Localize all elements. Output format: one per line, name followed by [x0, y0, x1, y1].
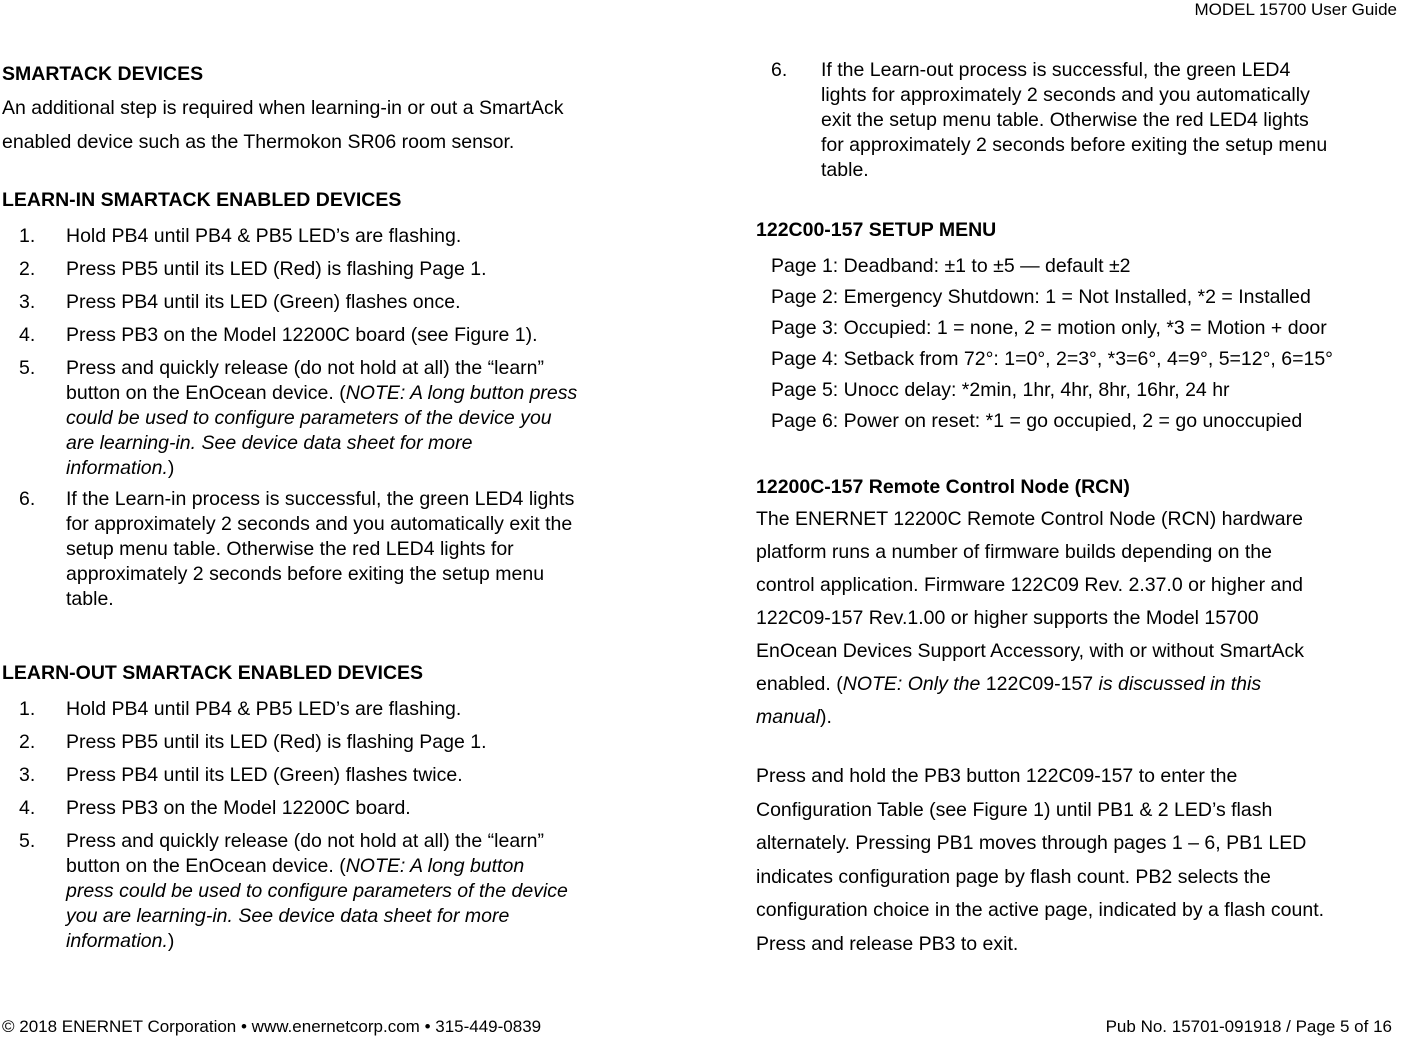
pb3-paragraph: Press and hold the PB3 button 122C09-157 to enter the Configuration Table (see Figure 1) until PB1 & 2 LED’s flash alternately. Pressing PB1 moves through pages 1 – 6, PB1 LED indicates configuration page by flash count. PB2 selects the configuration choice in the active page, indicated by a flash count. Press and release PB3 to exit.	[756, 765, 1325, 955]
list-item: 3. Press PB4 until its LED (Green) flashes once.	[19, 291, 461, 313]
list-item: 5. Press and quickly release (do not hold at all) the “learn” button on the EnOcean device. (NOTE: A long button press could be used to configure parameters of the device you are learning-in. See device data sheet for more information.)	[19, 357, 578, 479]
smartack-intro	[2, 91, 682, 159]
setup-page-line: Page 4: Setback from 72°: 1=0°, 2=3°, *3=6°, 4=9°, 5=12°, 6=15°	[771, 348, 1333, 370]
footer-copyright: © 2018 ENERNET Corporation • www.enernetcorp.com • 315-449-0839	[2, 1017, 542, 1036]
learn-out-list	[19, 697, 669, 960]
footer-page-number: Pub No. 15701-091918 / Page 5 of 16	[1105, 1017, 1392, 1036]
smartack-intro-line: An additional step is required when learning-in or out a SmartAck	[2, 97, 564, 119]
list-item: 4. Press PB3 on the Model 12200C board (see Figure 1).	[19, 324, 538, 346]
list-item: 1. Hold PB4 until PB4 & PB5 LED’s are flashing.	[19, 698, 462, 720]
rcn-paragraph: The ENERNET 12200C Remote Control Node (RCN) hardware platform runs a number of firmware builds depending on the control application. Firmware 122C09 Rev. 2.37.0 or higher and 122C09-157 Rev.1.00 or higher supports the Model 15700 EnOcean Devices Support Accessory, with or without SmartAck enabled. (NOTE: Only the 122C09-157 is discussed in this manual).	[756, 508, 1305, 728]
smartack-heading: SMARTACK DEVICES	[2, 63, 204, 85]
rcn-heading: 12200C-157 Remote Control Node (RCN)	[756, 476, 1130, 498]
setup-menu-heading: 122C00-157 SETUP MENU	[756, 219, 997, 241]
list-item: 1. Hold PB4 until PB4 & PB5 LED’s are flashing.	[19, 225, 462, 247]
smartack-intro-line: enabled device such as the Thermokon SR06 room sensor.	[2, 131, 515, 153]
learn-out-item-6	[771, 58, 1406, 183]
setup-page-line: Page 5: Unocc delay: *2min, 1hr, 4hr, 8hr, 16hr, 24 hr	[771, 379, 1230, 401]
list-item: 4. Press PB3 on the Model 12200C board.	[19, 797, 411, 819]
running-header: MODEL 15700 User Guide	[1194, 0, 1397, 19]
setup-page-line: Page 2: Emergency Shutdown: 1 = Not Installed, *2 = Installed	[771, 286, 1311, 308]
setup-page-line: Page 6: Power on reset: *1 = go occupied, 2 = go unoccupied	[771, 410, 1303, 432]
setup-menu-pages	[771, 251, 1409, 437]
list-item: 6. If the Learn-in process is successful, the green LED4 lights for approximately 2 seconds and you automatically exit the setup menu table. Otherwise the red LED4 lights for approximately 2 seconds before exiting the setup menu table.	[19, 488, 575, 610]
list-item: 3. Press PB4 until its LED (Green) flashes twice.	[19, 764, 463, 786]
learn-out-heading: LEARN-OUT SMARTACK ENABLED DEVICES	[2, 662, 424, 684]
setup-page-line: Page 3: Occupied: 1 = none, 2 = motion only, *3 = Motion + door	[771, 317, 1327, 339]
learn-in-list	[19, 224, 669, 612]
list-item: 6. If the Learn-out process is successful, the green LED4 lights for approximately 2 seconds and you automatically exit the setup menu table. Otherwise the red LED4 lights for approximately 2 seconds before exiting the setup menu table.	[771, 59, 1328, 181]
setup-page-line: Page 1: Deadband: ±1 to ±5 — default ±2	[771, 255, 1131, 277]
list-item: 2. Press PB5 until its LED (Red) is flashing Page 1.	[19, 258, 487, 280]
list-item: 2. Press PB5 until its LED (Red) is flashing Page 1.	[19, 731, 487, 753]
list-item: 5. Press and quickly release (do not hold at all) the “learn” button on the EnOcean device. (NOTE: A long button press could be used to configure parameters of the device you are learning-in. See device data sheet for more information.)	[19, 830, 568, 952]
learn-in-heading: LEARN-IN SMARTACK ENABLED DEVICES	[2, 189, 402, 211]
